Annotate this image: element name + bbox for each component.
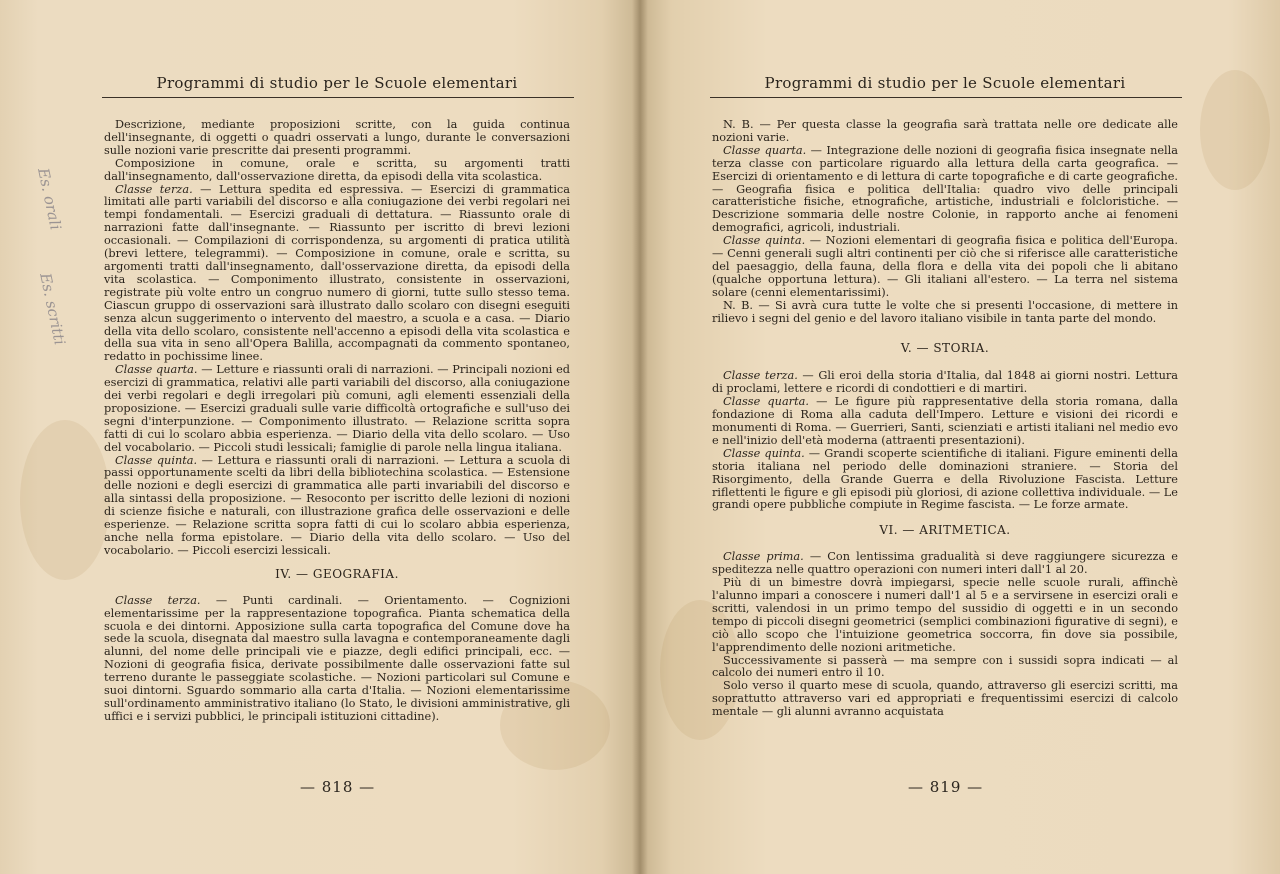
paragraph: Descrizione, mediante proposizioni scritte, con la guida continua dell'insegnante, di oggetti o quadri osservati a lungo, durante le conversazioni sulle nozioni varie prescritte dai presenti programmi.: [104, 118, 570, 157]
paragraph-text: — Punti cardinali. — Orientamento. — Cognizioni elementarissime per la rappresentazione topografica. Pianta schematica della scuola e dei dintorni. Apposizione sulla carta topografica del Comune dove ha sede la scuola, disegnata dal maestro sulla lavagna e contemporaneamente dagli alunni, del nome delle principali vie e piazze, degli edifici principali, ecc. — Nozioni di geografia fisica, derivate possibilmente dalle osservazioni fatte sul terreno durante le passeggiate scolastiche. — Nozioni particolari sul Comune e suoi dintorni. Sguardo sommario alla carta d'Italia. — Nozioni elementarissime sull'ordinamento amministrativo italiano (lo Stato, le divisioni amministrative, gli uffici e i servizi pubblici, le principali istituzioni cittadine).: [104, 593, 571, 723]
paragraph-text: — Nozioni elementari di geografia fisica e politica dell'Europa. — Cenni generali sugli altri continenti per ciò che si riferisce alle caratteristiche del paesaggio, della fauna, della flora e della vita dei popoli che li abitano (qualche opportuna lettura). — Gli italiani all'estero. — La terra nel sistema solare (cenni elementarissimi).: [712, 234, 1178, 299]
paragraph: Solo verso il quarto mese di scuola, quando, attraverso gli esercizi scritti, ma soprattutto attraverso vari ed appropriati e frequentissimi esercizi di calcolo mentale — gli alunni avranno acquistata: [712, 679, 1178, 719]
paragraph: Più di un bimestre dovrà impiegarsi, specie nelle scuole rurali, affinchè l'alunno impari a conoscere i numeri dall'1 al 5 e a servirsene in esercizi orali e scritti, valendosi in un primo tempo del sussidio di oggetti e in un secondo tempo di piccoli disegni geometrici (semplici combinazioni figurative di segni), e ciò allo scopo che l'intuizione geometrica soccorra, fin dove sia possibile, l'apprendimento delle nozioni aritmetiche.: [712, 576, 1178, 654]
paragraph: Successivamente si passerà — ma sempre con i sussidi sopra indicati — al calcolo dei numeri entro il 10.: [712, 653, 1178, 680]
paragraph-classe-quarta: [104, 364, 570, 454]
paragraph-arit-prima: [712, 551, 1178, 577]
paragraph-geo-terza: [104, 595, 570, 724]
note-paragraph: N. B. — Si avrà cura tutte le volte che si presenti l'occasione, di mettere in rilievo i segni del genio e del lavoro italiano visibile in tanta parte del mondo.: [712, 298, 1178, 325]
class-label: Classe terza.: [723, 369, 798, 383]
class-label: Classe quarta.: [115, 363, 198, 377]
class-label: Classe terza.: [115, 593, 201, 607]
paragraph-text: — Integrazione delle nozioni di geografia fisica insegnate nella terza classe con particolare riguardo alla lettura della carta geografica. — Esercizi di orientamento e di lettura di carte topografiche e di carte geografiche. — Geografia fisica e politica dell'Italia: quadro vivo delle principali caratteristiche fisiche, etnografiche, artistiche, industriali e folcloristiche. — Descrizione sommaria delle nostre Colonie, in rapporto anche ai fenomeni demografici, agricoli, industriali.: [712, 143, 1179, 235]
running-head: Programmi di studio per le Scuole elementari: [156, 74, 518, 92]
paragraph-geo-quarta: [712, 145, 1178, 235]
pencil-annotation: Es. scritti: [36, 271, 69, 347]
paragraph-text: — Lettura spedita ed espressiva. — Esercizi di grammatica limitati alle parti variabili del discorso e alla coniugazione dei verbi regolari nei tempi fondamentali. — Esercizi graduali di dettatura. — Riassunto orale di narrazioni fatte dall'insegnante. — Riassunto per iscritto di brevi lezioni occasionali. — Compilazioni di corrispondenza, su argomenti di pratica utilità (brevi lettere, telegrammi). — Composizione in comune, orale e scritta, su argomenti tratti dall'insegnamento, dall'osservazione diretta, da episodi della vita scolastica. — Componimento illustrato, consistente in osservazioni, registrate più volte entro un congruo numero di giorni, tutte sullo stesso tema. Ciascun gruppo di osservazioni sarà illustrato dallo scolaro con disegni eseguiti senza alcun suggerimento o intervento del maestro, a scuola e a casa. — Diario della vita dello scolaro, consistente nell'accenno a episodi della vita scolastica e della sua vita in seno all'Opera Balilla, accompagnati da commento spontaneo, redatto in pochissime linee.: [104, 182, 570, 364]
paragraph-text: — Le figure più rappresentative della storia romana, dalla fondazione di Roma alla caduta dell'Impero. Letture e visioni dei ricordi e monumenti di Roma. — Guerrieri, Santi, scienziati e artisti italiani nel medio evo e nell'inizio dell'età moderna (attraenti presentazioni).: [712, 395, 1179, 447]
page-number: — 819 —: [908, 778, 984, 796]
header-rule: [710, 97, 1182, 98]
paragraph-storia-terza: [712, 370, 1178, 396]
section-heading-storia: V. — STORIA.: [900, 340, 990, 355]
class-label: Classe quinta.: [723, 234, 806, 248]
page-number: — 818 —: [300, 778, 376, 796]
paragraph-storia-quinta: [712, 448, 1178, 513]
class-label: Classe terza.: [115, 182, 193, 196]
class-label: Classe quarta.: [723, 395, 809, 409]
right-text-column: [712, 119, 1178, 719]
paragraph-classe-quinta: [104, 455, 570, 558]
paragraph-storia-quarta: [712, 396, 1178, 448]
section-heading-aritmetica: VI. — ARITMETICA.: [879, 523, 1011, 538]
class-label: Classe prima.: [723, 550, 804, 564]
class-label: Classe quarta.: [723, 143, 807, 157]
book-gutter: [632, 0, 648, 874]
running-head: Programmi di studio per le Scuole elementari: [764, 74, 1126, 92]
class-label: Classe quinta.: [723, 446, 805, 460]
paragraph-geo-quinta: [712, 235, 1178, 300]
paragraph-text: — Letture e riassunti orali di narrazioni. — Principali nozioni ed esercizi di grammatica, relativi alle parti variabili del discorso, alla coniugazione dei verbi regolari e degli irregolari più comuni, agli elementi essenziali della proposizione. — Esercizi graduali sulle varie difficoltà ortografiche e sull'uso dei segni d'interpunzione. — Componimento illustrato. — Relazione scritta sopra fatti di cui lo scolaro abbia esperienza. — Diario della vita dello scolaro. — Uso del vocabolario. — Piccoli studi lessicali; famiglie di parole nella lingua italiana.: [104, 363, 570, 454]
pencil-annotation: Es. orali: [34, 166, 65, 232]
paragraph-text: — Gli eroi della storia d'Italia, dal 1848 ai giorni nostri. Lettura di proclami, lettere e ricordi di condottieri e di martiri.: [712, 369, 1178, 396]
paragraph: Composizione in comune, orale e scritta, su argomenti tratti dall'insegnamento, dall'osservazione diretta, da episodi della vita scolastica.: [104, 156, 570, 183]
left-text-column: [104, 119, 570, 724]
section-heading-geografia: IV. — GEOGRAFIA.: [275, 566, 399, 581]
paragraph-text: — Con lentissima gradualità si deve raggiungere sicurezza e speditezza nelle quattro operazioni con numeri interi dall'1 al 20.: [712, 550, 1178, 577]
paragraph-classe-terza: [104, 184, 570, 365]
header-rule: [102, 97, 574, 98]
class-label: Classe quinta.: [115, 453, 198, 467]
right-page: [640, 0, 1280, 874]
paragraph-text: — Grandi scoperte scientifiche di italiani. Figure eminenti della storia italiana nel periodo delle dominazioni straniere. — Storia del Risorgimento, della Grande Guerra e della Rivoluzione Fascista. Letture riflettenti le figure e gli episodi più gloriosi, di azione collettiva individuale. — Le grandi opere pubbliche compiute in Regime fascista. — Le forze armate.: [712, 446, 1179, 512]
paragraph-text: — Lettura e riassunti orali di narrazioni. — Lettura a scuola di passi opportunamente scelti da libri della bibliotechina scolastica. — Estensione delle nozioni e degli esercizi di grammatica alle parti invariabili del discorso e alla sintassi della proposizione. — Resoconto per iscritto delle lezioni di nozioni di scienze fisiche e naturali, con illustrazione grafica delle osservazioni e delle esperienze. — Relazione scritta sopra fatti di cui lo scolaro abbia esperienza, anche nella forma epistolare. — Diario della vita dello scolaro. — Uso del vocabolario. — Piccoli esercizi lessicali.: [104, 453, 570, 557]
note-paragraph: N. B. — Per questa classe la geografia sarà trattata nelle ore dedicate alle nozioni varie.: [712, 118, 1178, 144]
